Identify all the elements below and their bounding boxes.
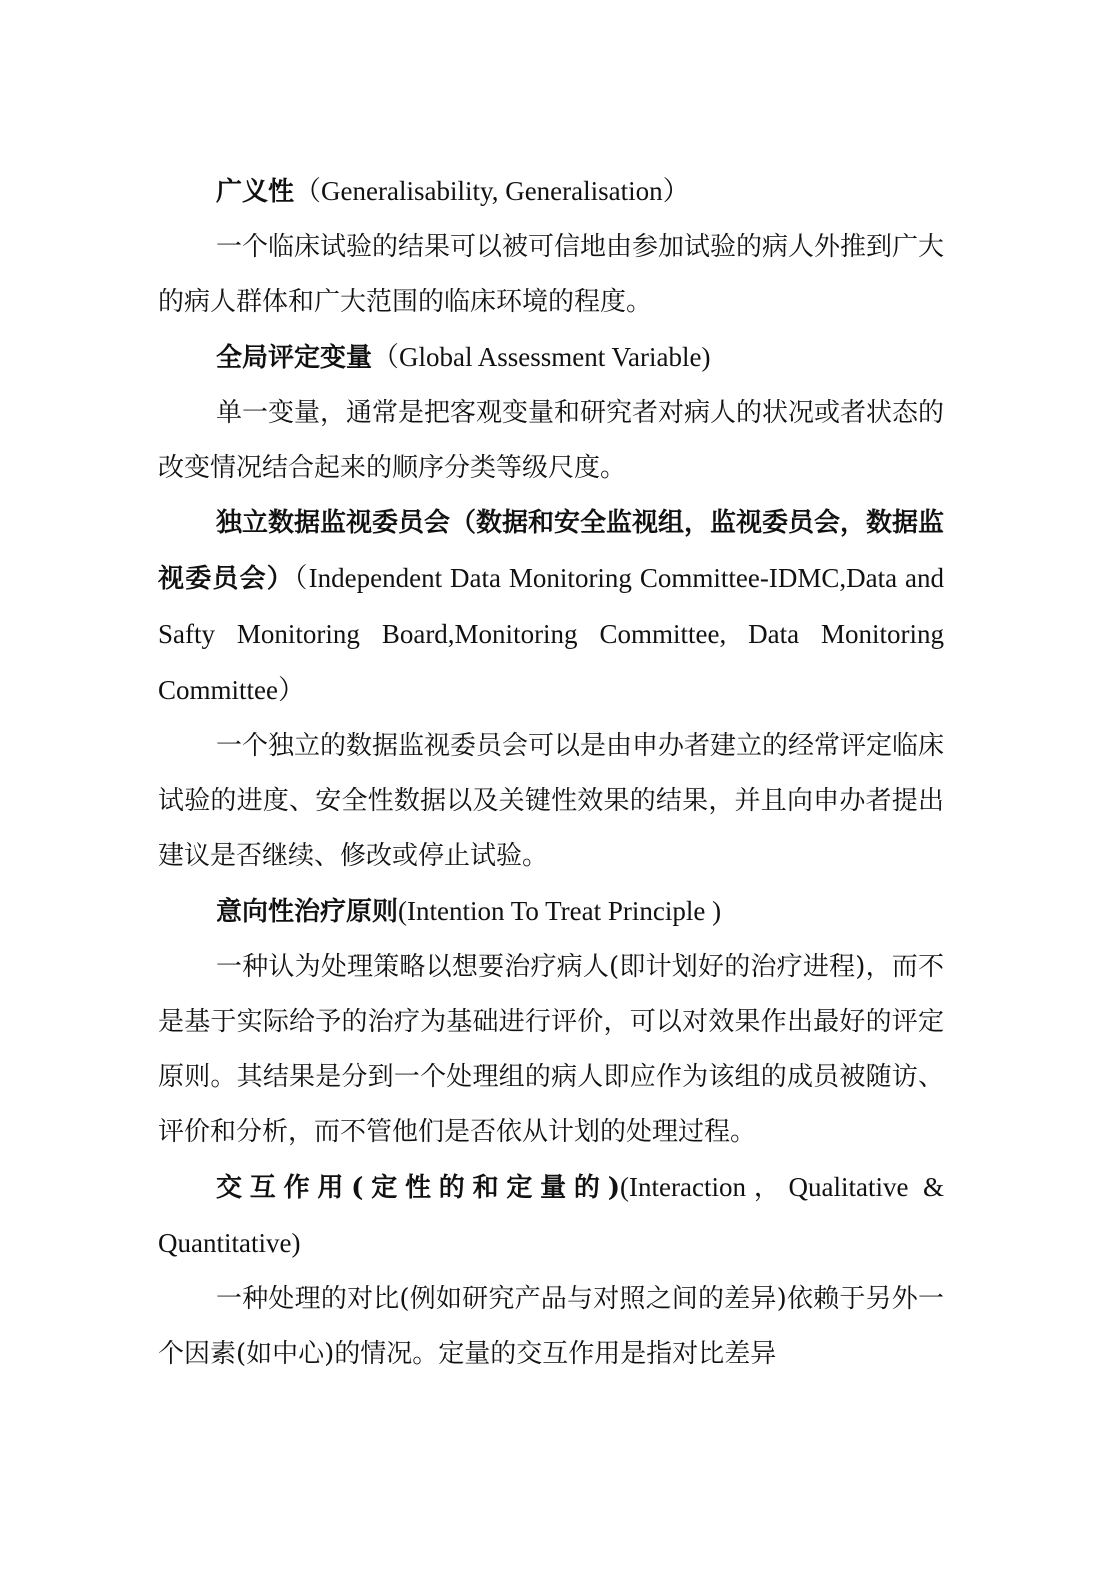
term-english: （Generalisability, Generalisation） bbox=[294, 176, 690, 206]
glossary-entry-heading bbox=[158, 884, 944, 940]
term-definition: 一种处理的对比(例如研究产品与对照之间的差异)依赖于另外一个因素(如中心)的情况。定量的交互作用是指对比差异 bbox=[158, 1284, 944, 1369]
glossary-entry-heading bbox=[158, 330, 944, 386]
term-title: 交互作用(定性的和定量的) bbox=[216, 1173, 621, 1203]
term-english: （Independent Data Monitoring Committee-IDMC,Data and Safty Monitoring Board,Monitoring Committee, Data Monitoring Committee） bbox=[158, 563, 944, 705]
term-english: （Global Assessment Variable) bbox=[372, 342, 711, 372]
term-title: 广义性 bbox=[216, 177, 295, 207]
term-english: (Interaction，Qualitative & Quantitative) bbox=[158, 1172, 945, 1258]
term-english: (Intention To Treat Principle ) bbox=[398, 896, 722, 926]
document-page bbox=[158, 164, 944, 1382]
glossary-entry-heading bbox=[158, 496, 944, 719]
term-definition: 单一变量，通常是把客观变量和研究者对病人的状况或者状态的改变情况结合起来的顺序分类等级尺度。 bbox=[158, 398, 945, 483]
term-title: 独立数据监视委员会（数据和安全监视组，监视委员会，数据监视委员会） bbox=[158, 508, 945, 594]
term-title: 全局评定变量 bbox=[216, 343, 373, 373]
glossary-entry-heading bbox=[158, 1160, 944, 1272]
term-definition: 一个独立的数据监视委员会可以是由申办者建立的经常评定临床试验的进度、安全性数据以及关键性效果的结果，并且向申办者提出建议是否继续、修改或停止试验。 bbox=[158, 731, 945, 871]
term-definition: 一种认为处理策略以想要治疗病人(即计划好的治疗进程)，而不是基于实际给予的治疗为基础进行评价，可以对效果作出最好的评定原则。其结果是分到一个处理组的病人即应作为该组的成员被随访、评价和分析，而不管他们是否依从计划的处理过程。 bbox=[158, 952, 944, 1147]
term-definition: 一个临床试验的结果可以被可信地由参加试验的病人外推到广大的病人群体和广大范围的临床环境的程度。 bbox=[158, 232, 945, 317]
term-title: 意向性治疗原则 bbox=[216, 897, 399, 927]
glossary-entry-heading bbox=[158, 164, 944, 220]
